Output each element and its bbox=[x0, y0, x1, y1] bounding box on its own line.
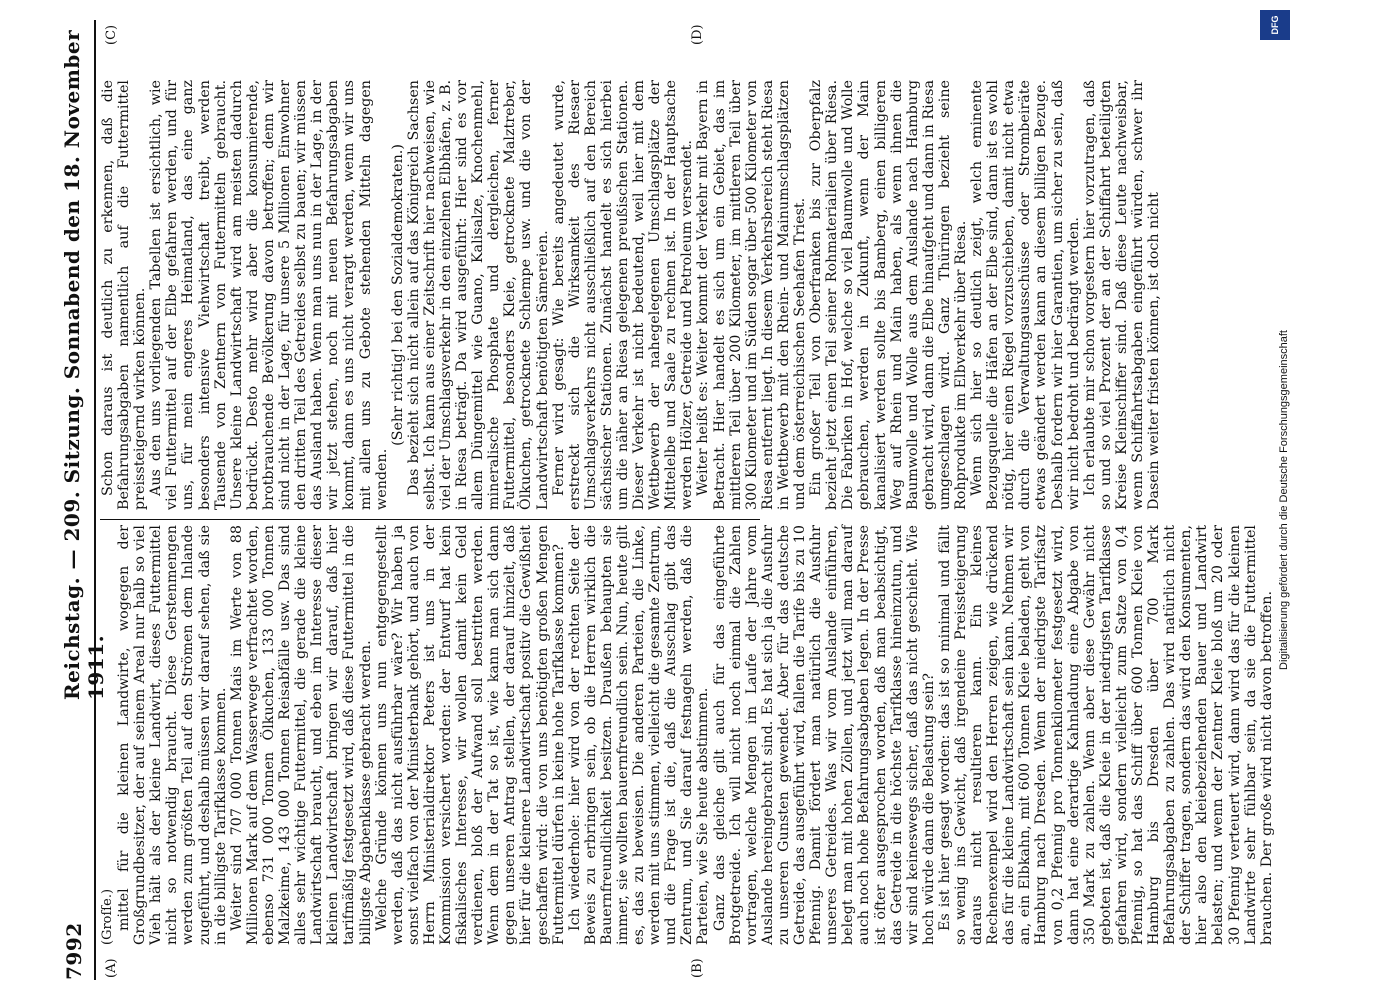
margin-mark-b: (B) bbox=[690, 958, 705, 978]
paragraph: Welche Gründe können uns nun entgegengestellt werden, daß das nicht ausführbar wäre? Wir haben ja sonst vielfach von der Ministerbank gehört, und auch von Herrn Ministerialdirektor Peters ist uns in der Kommission versichert worden: der Entwurf hat kein fiskalisches Interesse, wir wollen damit kein Geld verdienen, bloß der Aufwand soll bestritten werden. Wenn dem in der Tat so ist, wie kann man sich dann gegen unseren Antrag stellen, der darauf hinzielt, daß hier für die kleinere Landwirtschaft positiv die Gewißheit geschaffen wird: die von uns benötigten großen Mengen Futtermittel dürfen in keine hohe Tarifklasse kommen? bbox=[373, 525, 567, 945]
column-divider bbox=[100, 519, 760, 520]
digitization-credit: Digitalisierung gefördert durch die Deutsche Forschungsgemeinschaft bbox=[1278, 330, 1290, 670]
paragraph: Weiter heißt es: Weiter kommt der Verkehr mit Bayern in Betracht. Hier handelt es sich um ein Gebiet, das im mittleren Teil über 200 Kilometer, im mittleren Teil über 300 Kilometer und im Süden sogar über 500 Kilometer von Riesa entfernt liegt. In diesem Verkehrsbereich steht Riesa in Wettbewerb mit den Rhein- und Mainumschlagsplätzen und dem österreichischen Seehafen Triest. bbox=[695, 80, 809, 510]
paragraph: Ganz das gleiche gilt auch für das eingeführte Brotgetreide. Ich will nicht noch einmal die Zahlen vortragen, welche Mengen im Laufe der Jahre vom Auslande hereingebracht sind. Es hat sich ja die Ausfuhr zu unseren Gunsten gewendet. Aber für das deutsche Getreide, das ausgeführt wird, fallen die Tarife bis zu 10 Pfennig. Damit fördert man natürlich die Ausfuhr unseres Getreides. Was wir vom Auslande einführen, belegt man mit hohen Zöllen, und jetzt will man darauf auch noch hohe Befahrungsabgaben legen. In der Presse ist öfter ausgesprochen worden, daß man beabsichtigt, das Getreide in die höchste Tarifklasse hineinzutun, und wir sind keineswegs sicher, daß das nicht geschieht. Wie hoch würde dann die Belastung sein? bbox=[711, 525, 937, 945]
margin-mark-d: (D) bbox=[690, 24, 705, 45]
paragraph: Ich erlaubte mir schon vorgestern hier vorzutragen, daß so und so viel Prozent der an der Schiffahrt beteiligten Kreise Kleinschiffer sind. Daß diese Leute nachweisbar, wenn Schiffahrtsabgaben eingeführt würden, schwer ihr Dasein weiter fristen können, ist doch nicht bbox=[1081, 80, 1163, 510]
header-rule bbox=[94, 20, 96, 980]
paragraph: Schon daraus ist deutlich zu erkennen, daß die Befahrungsabgaben namentlich auf die Futtermittel preissteigernd wirken können. bbox=[100, 80, 149, 510]
paragraph: Ferner wird gesagt: Wie bereits angedeutet wurde, erstreckt sich die Wirksamkeit des Riesaer Umschlagsverkehrs nicht ausschließlich auf den Bereich sächsischer Stationen. Zunächst handelt es sich hierbei um die näher an Riesa gelegenen preußischen Stationen. Dieser Verkehr ist nicht bedeutend, weil hier mit dem Wettbewerb der nahegelegenen Umschlagsplätze der Mittelelbe und Saale zu rechnen ist. In der Hauptsache werden Hölzer, Getreide und Petroleum versendet. bbox=[550, 80, 696, 510]
page-number: 7992 bbox=[62, 922, 86, 980]
paragraph: Das bezieht sich nicht allein auf das Königreich Sachsen selbst. Ich kann aus einer Zeitschrift hier nachweisen, wie viel der Umschlagsverkehr in den einzelnen Elbhäfen, z. B. in Riesa beträgt. Da wird ausgeführt: Hier sind es vor allem Düngemittel wie Guano, Kalisalze, Knochenmehl, mineralische Phosphate und dergleichen, ferner Futtermittel, besonders Kleie, getrocknete Malztreber, Ölkuchen, getrocknete Schlempe usw. und die von der Landwirtschaft benötigten Sämereien. bbox=[405, 80, 551, 510]
paragraph: Ich wiederhole: hier wird von der rechten Seite der Beweis zu erbringen sein, ob die Herren wirklich die Bauernfreundlichkeit besitzen. Draußen behaupten sie immer, sie wollten bauernfreundlich sein. Nun, heute gilt es, das zu beweisen. Die anderen Parteien, die Linke, werden mit uns stimmen, vielleicht die gesamte Zentrum, und die Frage ist die, daß die Ausschlag gibt das Zentrum, und Sie darauf festnageln werden, daß die Parteien, wie Sie heute abstimmen. bbox=[566, 525, 712, 945]
text-column-left bbox=[100, 525, 1275, 945]
interjection: (Sehr richtig! bei den Sozialdemokraten.) bbox=[389, 144, 406, 446]
paragraph: Ein großer Teil von Oberfranken bis zur Oberpfalz bezieht jetzt einen Teil seiner Rohmaterialien über Riesa. Die Fabriken in Hof, welche so viel Baumwolle und Wolle gebrauchen, werden in Zukunft, wenn der Main kanalisiert werden sollte bis Bamberg, einen billigeren Weg auf Rhein und Main haben, als wenn ihnen die Baumwolle und Wolle aus dem Auslande nach Hamburg gebracht wird, dann die Elbe hinaufgeht und dann in Riesa umgeschlagen wird. Ganz Thüringen bezieht seine Rohprodukte im Elbverkehr über Riesa. bbox=[808, 80, 969, 510]
dfg-logo: DFG bbox=[1260, 10, 1290, 40]
speaker-label: (Groſſe.) bbox=[100, 888, 115, 945]
paragraph: Weiter sind 707 000 Tonnen Mais im Werte von 88 Millionen Mark auf dem Wasserwege verfrachtet worden, ebenso 731 000 Tonnen Ölkuchen, 133 000 Tonnen Malzkeime, 143 000 Tonnen Reisabfälle usw. Das sind alles sehr wichtige Futtermittel, die gerade die kleine Landwirtschaft braucht, und eben im Interesse dieser kleinen Landwirtschaft bringen wir darauf, daß hier tarifmäßig festgesetzt wird, daß diese Futtermittel in die billigste Abgabenklasse gebracht werden. bbox=[228, 525, 374, 945]
margin-mark-a: (A) bbox=[104, 958, 119, 978]
paragraph: Es ist hier gesagt worden: das ist so minimal und fällt so wenig ins Gewicht, daß irgendeine Preissteigerung daraus nicht resultieren kann. Ein kleines Rechenexempel wird den Herren zeigen, wie drückend das für die kleine Landwirtschaft sein kann. Nehmen wir an, ein Elbkahn, mit 600 Tonnen Kleie beladen, geht von Hamburg nach Dresden. Wenn der niedrigste Tarifsatz von 0,2 Pfennig pro Tonnenkilometer festgesetzt wird, dann hat eine derartige Kahnladung eine Abgabe von 350 Mark zu zahlen. Wenn aber diese Gewähr nicht geboten ist, daß die Kleie in der niedrigsten Tarifklasse gefahren wird, sondern vielleicht zum Satze von 0,4 Pfennig, so hat das Schiff über 600 Tonnen Kleie von Hamburg bis Dresden über 700 Mark Befahrungsabgaben zu zahlen. Das wird natürlich nicht der Schiffer tragen, sondern das wird den Konsumenten, hier also den kleiebeziehenden Bauer und Landwirt belasten; und wenn der Zentner Kleie bloß um 20 oder 30 Pfennig verteuert wird, dann wird das für die kleinen Landwirte sehr fühlbar sein, da sie die Futtermittel brauchen. Der große wird nicht davon betroffen. bbox=[936, 525, 1275, 945]
margin-mark-c: (C) bbox=[104, 24, 119, 45]
text-column-right bbox=[100, 80, 1162, 510]
paragraph: Wenn sich hier so deutlich zeigt, welch eminente Bezugsquelle die Häfen an der Elbe sind, dann ist es wohl nötig, hier einen Riegel vorzuschieben, damit nicht etwa durch die Verwaltungsausschüsse oder Strombeiräte etwas geändert werden kann an diesem billigen Bezuge. Deshalb fordern wir hier Garantien, um sicher zu sein, daß wir nicht bedroht und bedrängt werden. bbox=[969, 80, 1082, 510]
paragraph: Aus den uns vorliegenden Tabellen ist ersichtlich, wie viel Futtermittel auf der Elbe gefahren werden, und für uns, für mein engeres Heimatland, das eine ganz besonders intensive Viehwirtschaft treibt, werden Tausende von Zentnern von Futtermitteln gebraucht. Unsere kleine Landwirtschaft wird am meisten dadurch bedrückt. Desto mehr wird aber die konsumierende, brotbrauchende Bevölkerung davon betroffen; denn wir sind nicht in der Lage, für unsere 5 Millionen Einwohner den dritten Teil des Getreides selbst zu bauen; wir müssen das Ausland haben. Wenn man uns nun in der Lage, in der wir jetzt stehen, noch mit neuen Befahrungsabgaben kommt, dann es uns nicht verargt werden, wenn wir uns mit allen uns zu Gebote stehenden Mitteln dagegen wenden. bbox=[148, 80, 390, 510]
paragraph: mittel für die kleinen Landwirte, wogegen der Großgrundbesitzer, der auf seinem Areal nur halb so viel Vieh hält als der kleine Landwirt, dieses Futtermittel nicht so notwendig braucht. Diese Gerstenmengen werden zum größten Teil auf den Strömen dem Inlande zugeführt, und deshalb müssen wir darauf sehen, daß sie in die billigste Tarifklasse kommen. bbox=[116, 525, 229, 945]
page-title: Reichstag. — 209. Sitzung. Sonnabend den 18. November 1911. bbox=[60, 29, 108, 700]
